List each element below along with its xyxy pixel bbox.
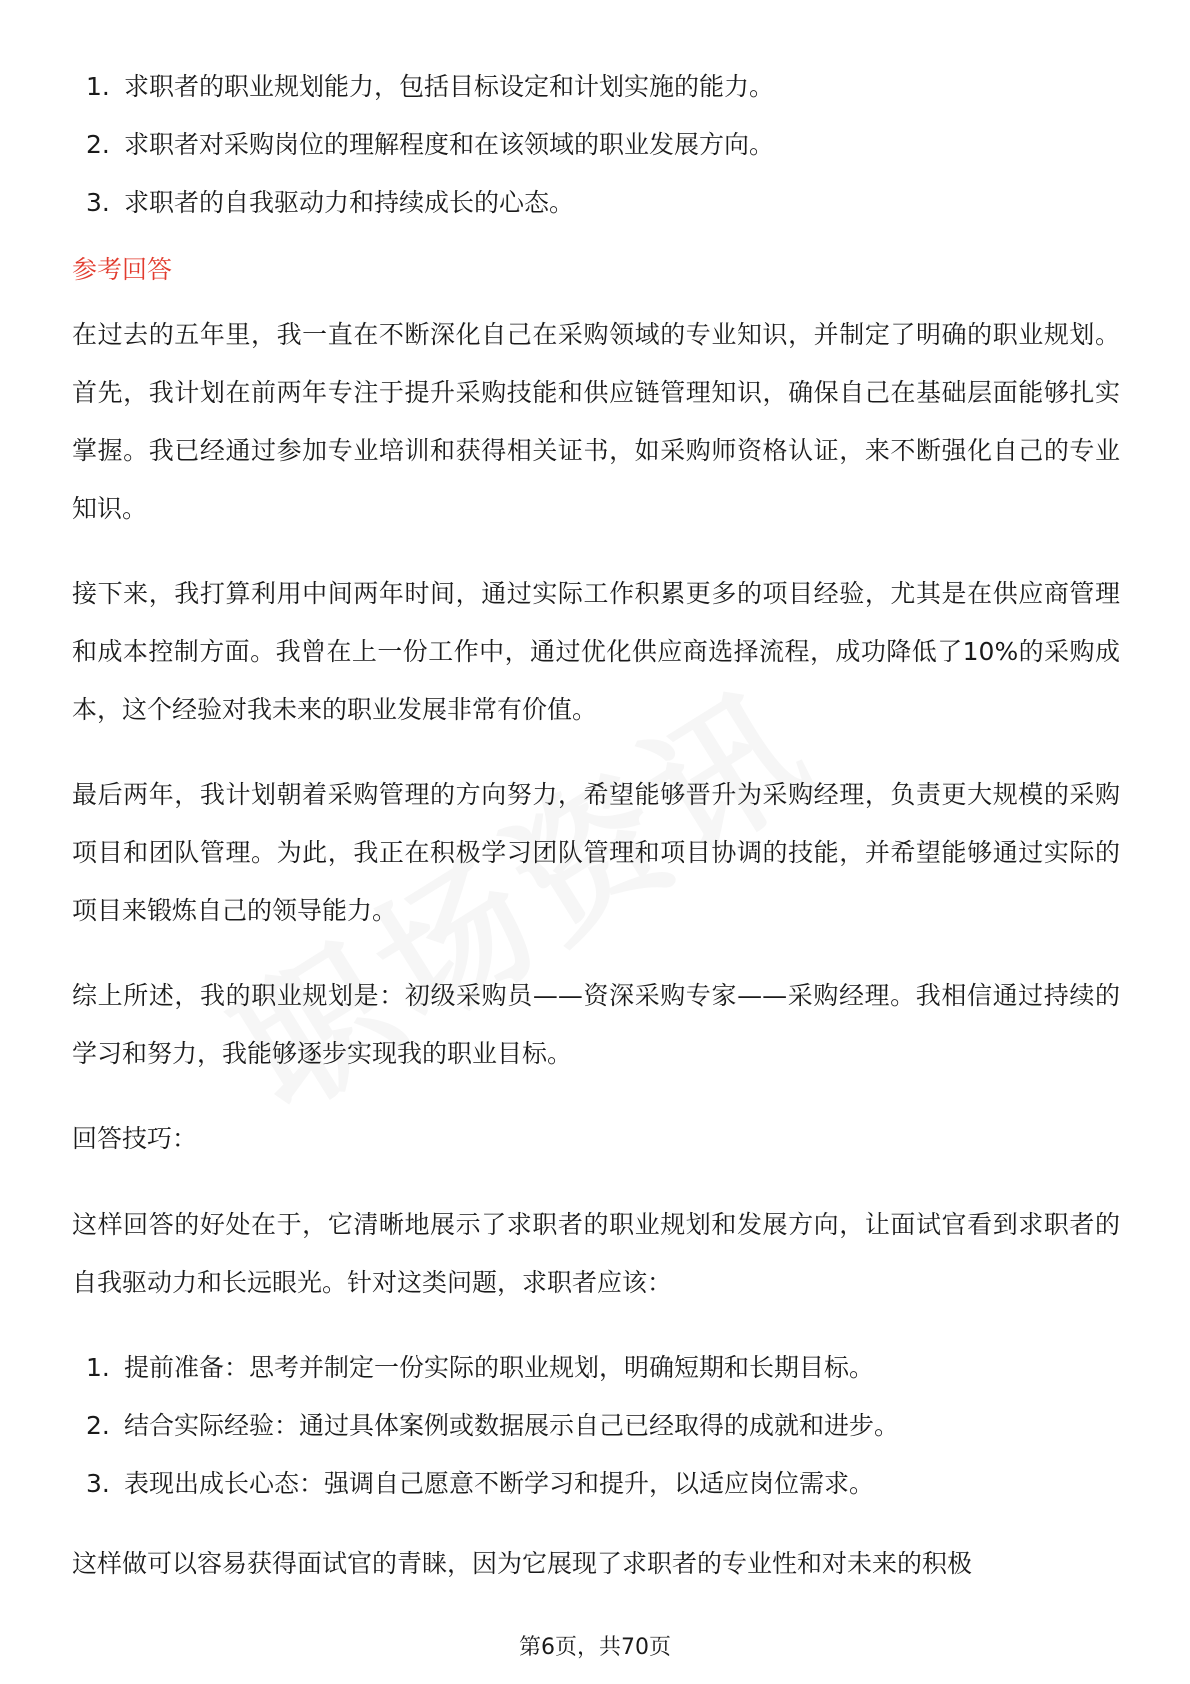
list-item xyxy=(72,174,1120,232)
list-item xyxy=(72,1397,1120,1455)
list-item-text: 求职者的自我驱动力和持续成长的心态。 xyxy=(124,188,575,217)
answer-paragraph: 综上所述，我的职业规划是：初级采购员——资深采购专家——采购经理。我相信通过持续的学习和努力，我能够逐步实现我的职业目标。 xyxy=(72,981,1120,1068)
section-title-reference-answer: 参考回答 xyxy=(72,255,173,284)
list-number: 3. xyxy=(86,188,110,217)
list-number: 2. xyxy=(86,1411,110,1440)
list-item-text: 表现出成长心态：强调自己愿意不断学习和提升，以适应岗位需求。 xyxy=(124,1469,875,1498)
list-number: 2. xyxy=(86,130,110,159)
closing-paragraph: 这样做可以容易获得面试官的青睐，因为它展现了求职者的专业性和对未来的积极 xyxy=(72,1549,973,1578)
tips-intro: 这样回答的好处在于，它清晰地展示了求职者的职业规划和发展方向，让面试官看到求职者的自我驱动力和长远眼光。针对这类问题，求职者应该： xyxy=(72,1210,1120,1297)
list-number: 1. xyxy=(86,72,110,101)
answer-paragraph: 最后两年，我计划朝着采购管理的方向努力，希望能够晋升为采购经理，负责更大规模的采购项目和团队管理。为此，我正在积极学习团队管理和项目协调的技能，并希望能够通过实际的项目来锻炼自己的领导能力。 xyxy=(72,780,1120,925)
list-item xyxy=(72,116,1120,174)
list-item xyxy=(72,1455,1120,1513)
page-content xyxy=(72,58,1120,1620)
list-item-text: 求职者的职业规划能力，包括目标设定和计划实施的能力。 xyxy=(124,72,775,101)
list-item xyxy=(72,1339,1120,1397)
list-item-text: 结合实际经验：通过具体案例或数据展示自己已经取得的成就和进步。 xyxy=(124,1411,900,1440)
answer-paragraph: 在过去的五年里，我一直在不断深化自己在采购领域的专业知识，并制定了明确的职业规划。首先，我计划在前两年专注于提升采购技能和供应链管理知识，确保自己在基础层面能够扎实掌握。我已经通过参加专业培训和获得相关证书，如采购师资格认证，来不断强化自己的专业知识。 xyxy=(72,320,1120,523)
answer-paragraph: 接下来，我打算利用中间两年时间，通过实际工作积累更多的项目经验，尤其是在供应商管理和成本控制方面。我曾在上一份工作中，通过优化供应商选择流程，成功降低了10%的采购成本，这个经验对我未来的职业发展非常有价值。 xyxy=(72,579,1120,724)
list-number: 1. xyxy=(86,1353,110,1382)
tips-list xyxy=(72,1339,1120,1513)
assessment-points-list xyxy=(72,58,1120,232)
list-item xyxy=(72,58,1120,116)
list-item-text: 求职者对采购岗位的理解程度和在该领域的职业发展方向。 xyxy=(124,130,775,159)
list-number: 3. xyxy=(86,1469,110,1498)
list-item-text: 提前准备：思考并制定一份实际的职业规划，明确短期和长期目标。 xyxy=(124,1353,875,1382)
tips-label: 回答技巧： xyxy=(72,1124,198,1153)
page-footer: 第6页，共70页 xyxy=(519,1635,671,1660)
